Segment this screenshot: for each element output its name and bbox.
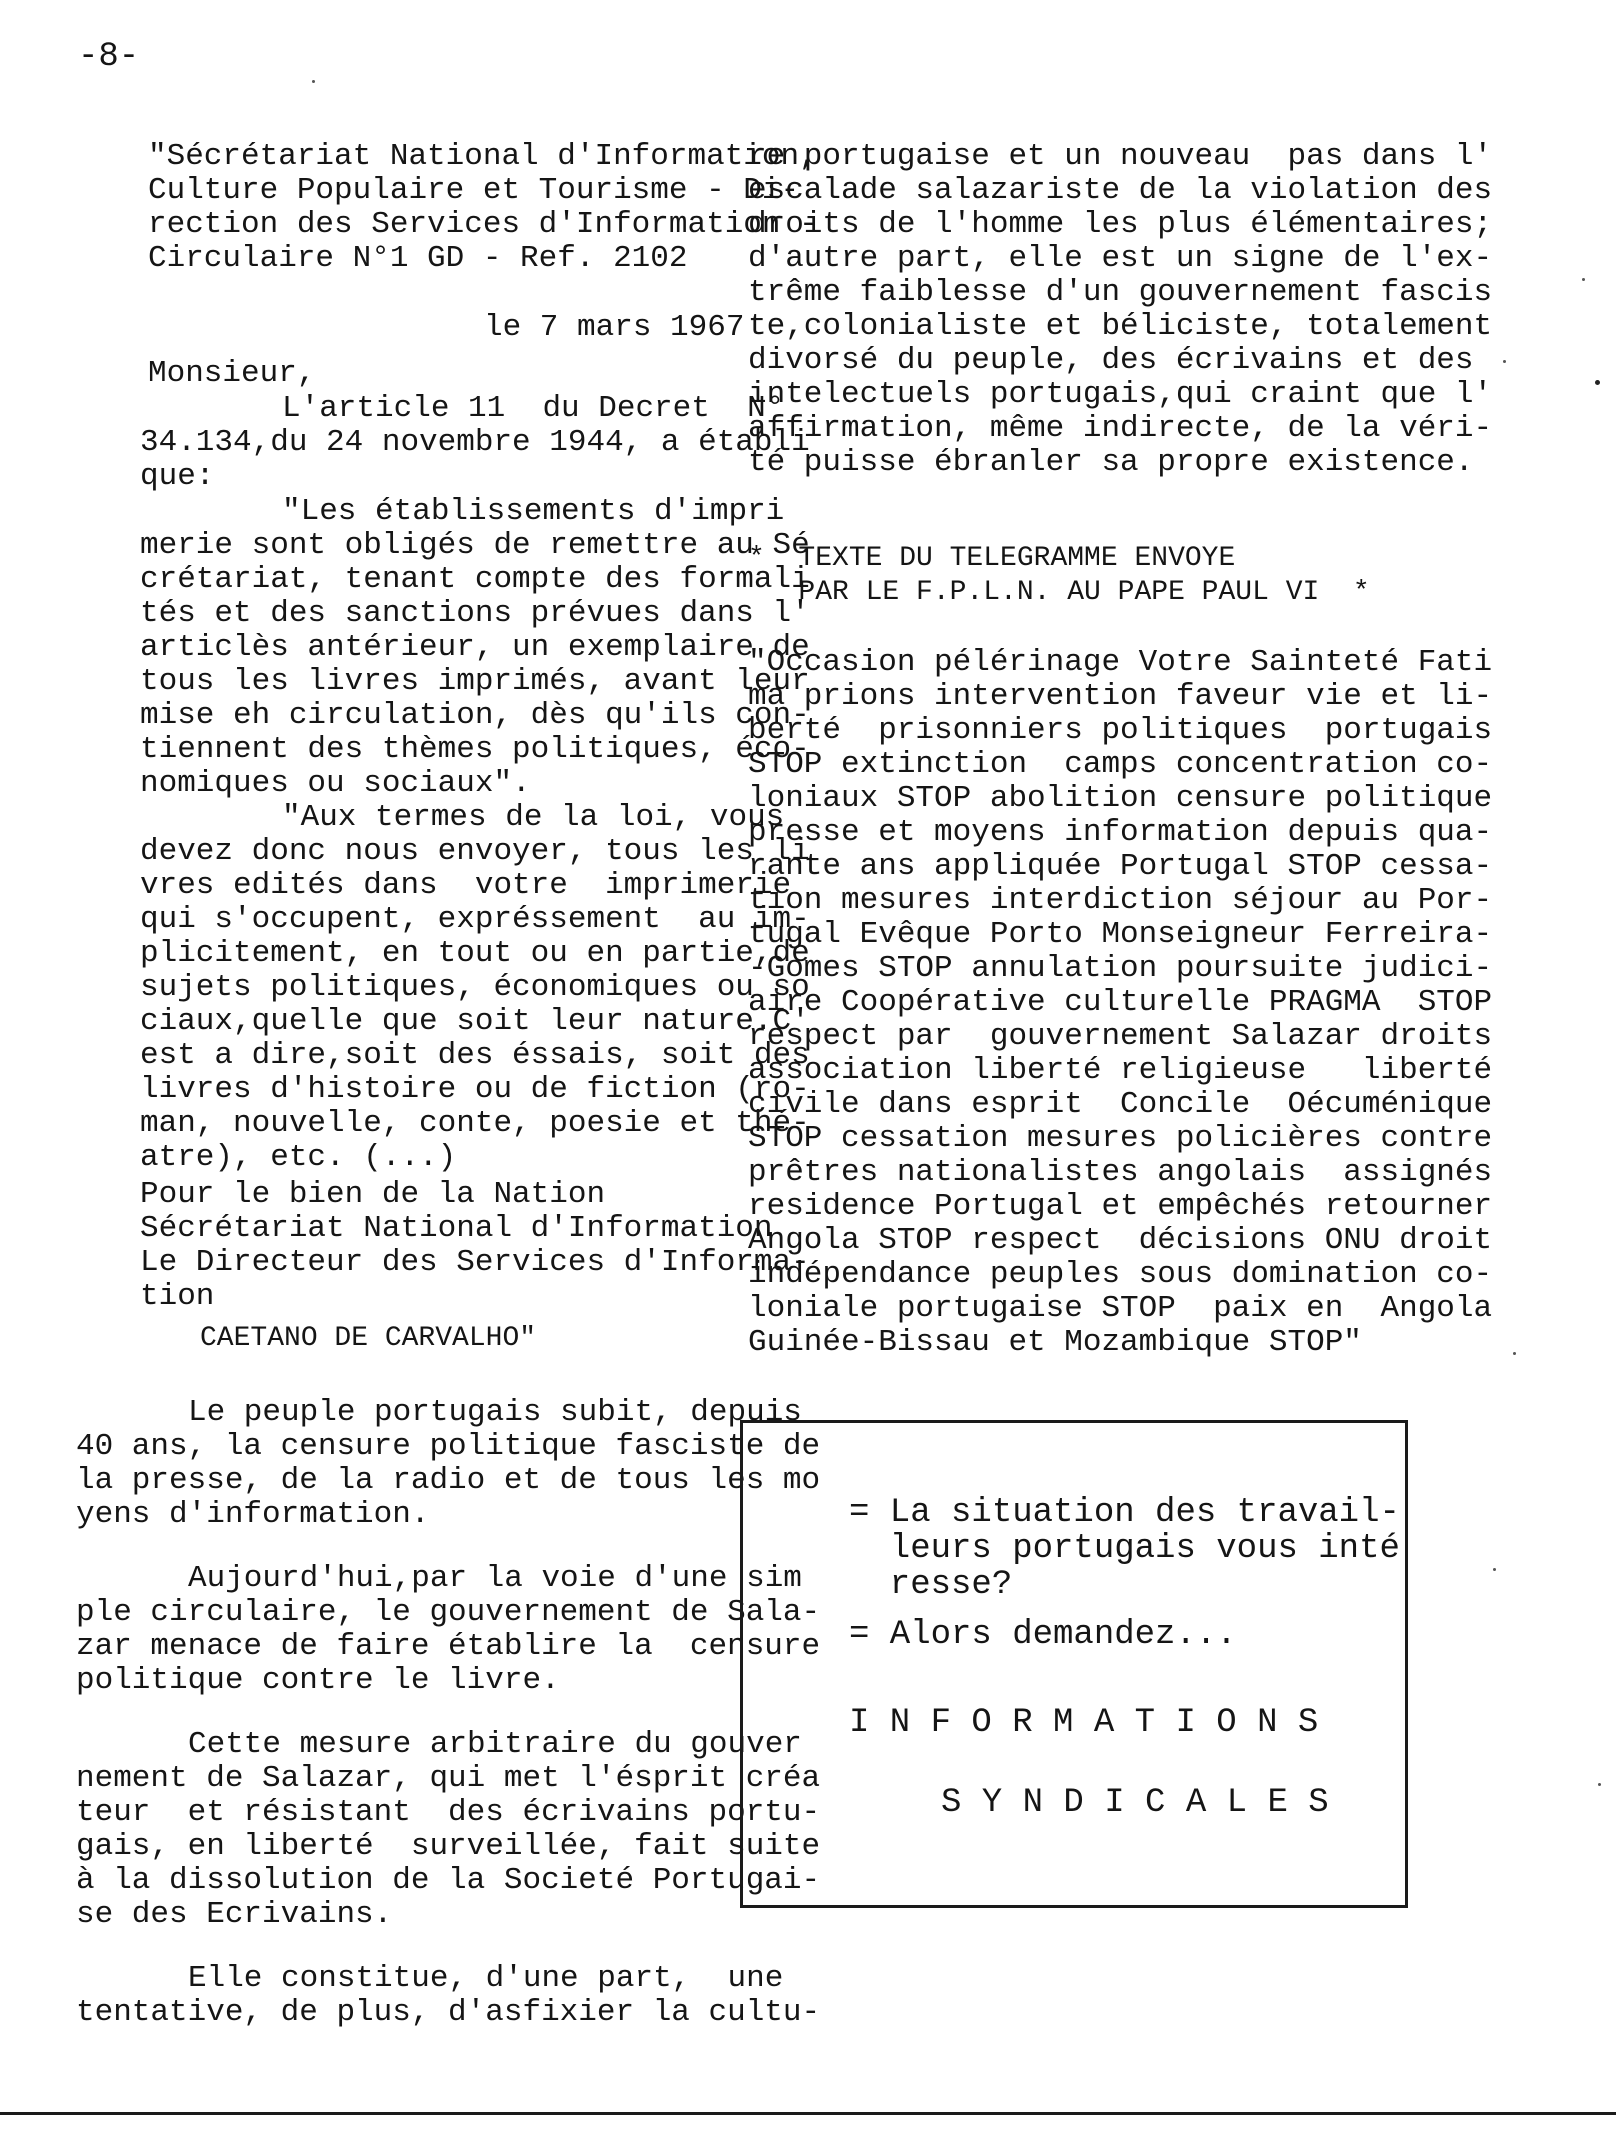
scan-speck [312,80,315,83]
telegram-line: loniale portugaise STOP paix en Angola [748,1291,1493,1326]
telegram-line: "Occasion pélérinage Votre Sainteté Fati [748,645,1493,680]
scan-speck [1493,1568,1496,1571]
telegram-line: tion mesures interdiction séjour au Por- [748,883,1493,918]
continuation-line: affirmation, même indirecte, de la véri- [748,411,1493,446]
telegram-line: rante ans appliquée Portugal STOP cessa- [748,849,1493,884]
telegram-line: Angola STOP respect décisions ONU droit [748,1223,1493,1258]
body-line: "Aux termes de la loi, vous [282,800,785,835]
paragraph-line: yens d'information. [76,1497,430,1532]
paragraph-line: Le peuple portugais subit, depuis [188,1395,802,1430]
body-line: sujets politiques, économiques ou so [140,970,810,1005]
header-line: rection des Services d'Information - [148,207,818,242]
body-line: 34.134,du 24 novembre 1944, a établi [140,425,810,460]
paragraph-line: politique contre le livre. [76,1663,560,1698]
paragraph-line: zar menace de faire établire la censure [76,1629,821,1664]
telegram-line: berté prisonniers politiques portugais [748,713,1493,748]
circular-date: le 7 mars 1967 [484,310,745,345]
body-line: "Les établissements d'impri [282,494,785,529]
signature-line: tion [140,1279,215,1314]
body-line: L'article 11 du Decret N° [282,391,785,426]
telegram-line: ma prions intervention faveur vie et li- [748,679,1493,714]
scan-speck [1582,278,1585,281]
signatory: CAETANO DE CARVALHO" [200,1323,537,1354]
continuation-line: d'autre part, elle est un signe de l'ex- [748,241,1493,276]
advert-then: = Alors demandez... [849,1616,1237,1654]
signature-line: Pour le bien de la Nation [140,1177,606,1212]
telegram-line: loniaux STOP abolition censure politique [748,781,1493,816]
body-line: crétariat, tenant compte des formali [140,562,810,597]
signature-line: Le Directeur des Services d'Informa- [140,1245,810,1280]
telegram-line: indépendance peuples sous domination co- [748,1257,1493,1292]
body-line: articlès antérieur, un exemplaire de [140,630,810,665]
body-line: tous les livres imprimés, avant leur [140,664,810,699]
advert-box [740,1420,1408,1908]
page-number: -8- [78,38,140,76]
paragraph-line: Aujourd'hui,par la voie d'une sim [188,1561,802,1596]
paragraph-line: Cette mesure arbitraire du gouver [188,1727,802,1762]
body-line: atre), etc. (...) [140,1140,457,1175]
advert-question-line: = La situation des travail- [849,1494,1400,1532]
continuation-line: te,colonialiste et béliciste, totalement [748,309,1493,344]
body-line: que: [140,459,215,494]
scan-speck [1598,1783,1601,1786]
telegram-line: Guinée-Bissau et Mozambique STOP" [748,1325,1362,1360]
paragraph-line: 40 ans, la censure politique fasciste de [76,1429,821,1464]
body-line: tés et des sanctions prévues dans l' [140,596,810,631]
header-line: Circulaire N°1 GD - Ref. 2102 [148,241,688,276]
signature-line: Sécrétariat National d'Information [140,1211,773,1246]
continuation-line: escalade salazariste de la violation des [748,173,1493,208]
telegram-line: residence Portugal et empêchés retourner [748,1189,1493,1224]
telegram-line: civile dans esprit Concile Oécuménique [748,1087,1493,1122]
scan-mark [1595,380,1600,385]
telegram-line: association liberté religieuse liberté [748,1053,1493,1088]
body-line: man, nouvelle, conte, poesie et thé- [140,1106,810,1141]
body-line: est a dire,soit des éssais, soit des [140,1038,810,1073]
telegram-heading-line: * TEXTE DU TELEGRAMME ENVOYE [748,543,1236,574]
body-line: mise eh circulation, dès qu'ils con- [140,698,810,733]
telegram-heading-line: PAR LE F.P.L.N. AU PAPE PAUL VI * [748,577,1370,608]
body-line: nomiques ou sociaux". [140,766,531,801]
body-line: ciaux,quelle que soit leur nature.C' [140,1004,810,1039]
paragraph-line: teur et résistant des écrivains portu- [76,1795,821,1830]
body-line: devez donc nous envoyer, tous les li [140,834,810,869]
body-line: livres d'histoire ou de fiction (ro- [140,1072,810,1107]
continuation-line: trême faiblesse d'un gouvernement fascis [748,275,1493,310]
telegram-line: prêtres nationalistes angolais assignés [748,1155,1493,1190]
telegram-line: -Gomes STOP annulation poursuite judici- [748,951,1493,986]
telegram-line: tugal Evêque Porto Monseigneur Ferreira- [748,917,1493,952]
paragraph-line: se des Ecrivains. [76,1897,393,1932]
telegram-line: presse et moyens information depuis qua- [748,815,1493,850]
advert-title-syndicales: S Y N D I C A L E S [941,1784,1329,1822]
bottom-rule [0,2112,1616,2115]
paragraph-line: Elle constitue, d'une part, une [188,1961,784,1996]
body-line: merie sont obligés de remettre au Sé [140,528,810,563]
header-line: Culture Populaire et Tourisme - Di- [148,173,800,208]
advert-question-line: leurs portugais vous inté [849,1530,1400,1568]
body-line: plicitement, en tout ou en partie,de [140,936,810,971]
continuation-line: droits de l'homme les plus élémentaires; [748,207,1493,242]
telegram-line: aire Coopérative culturelle PRAGMA STOP [748,985,1493,1020]
continuation-line: té puisse ébranler sa propre existence. [748,445,1474,480]
telegram-line: STOP extinction camps concentration co- [748,747,1493,782]
header-line: "Sécrétariat National d'Information, [148,139,818,174]
paragraph-line: tentative, de plus, d'asfixier la cultu- [76,1995,821,2030]
scan-speck [1513,1352,1516,1355]
scan-speck [1503,360,1506,363]
continuation-line: intelectuels portugais,qui craint que l' [748,377,1493,412]
paragraph-line: ple circulaire, le gouvernement de Sala- [76,1595,821,1630]
advert-question-line: resse? [849,1566,1013,1604]
paragraph-line: gais, en liberté surveillée, fait suite [76,1829,821,1864]
paragraph-line: à la dissolution de la Societé Portugai- [76,1863,821,1898]
body-line: vres edités dans votre imprimerie [140,868,792,903]
body-line: qui s'occupent, expréssement au im- [140,902,810,937]
continuation-line: re portugaise et un nouveau pas dans l' [748,139,1493,174]
salutation: Monsieur, [148,356,316,391]
continuation-line: divorsé du peuple, des écrivains et des [748,343,1474,378]
paragraph-line: la presse, de la radio et de tous les mo [76,1463,821,1498]
body-line: tiennent des thèmes politiques, éco- [140,732,810,767]
telegram-line: STOP cessation mesures policières contre [748,1121,1493,1156]
telegram-line: respect par gouvernement Salazar droits [748,1019,1493,1054]
advert-title-informations: I N F O R M A T I O N S [849,1704,1319,1742]
paragraph-line: nement de Salazar, qui met l'ésprit créa [76,1761,821,1796]
